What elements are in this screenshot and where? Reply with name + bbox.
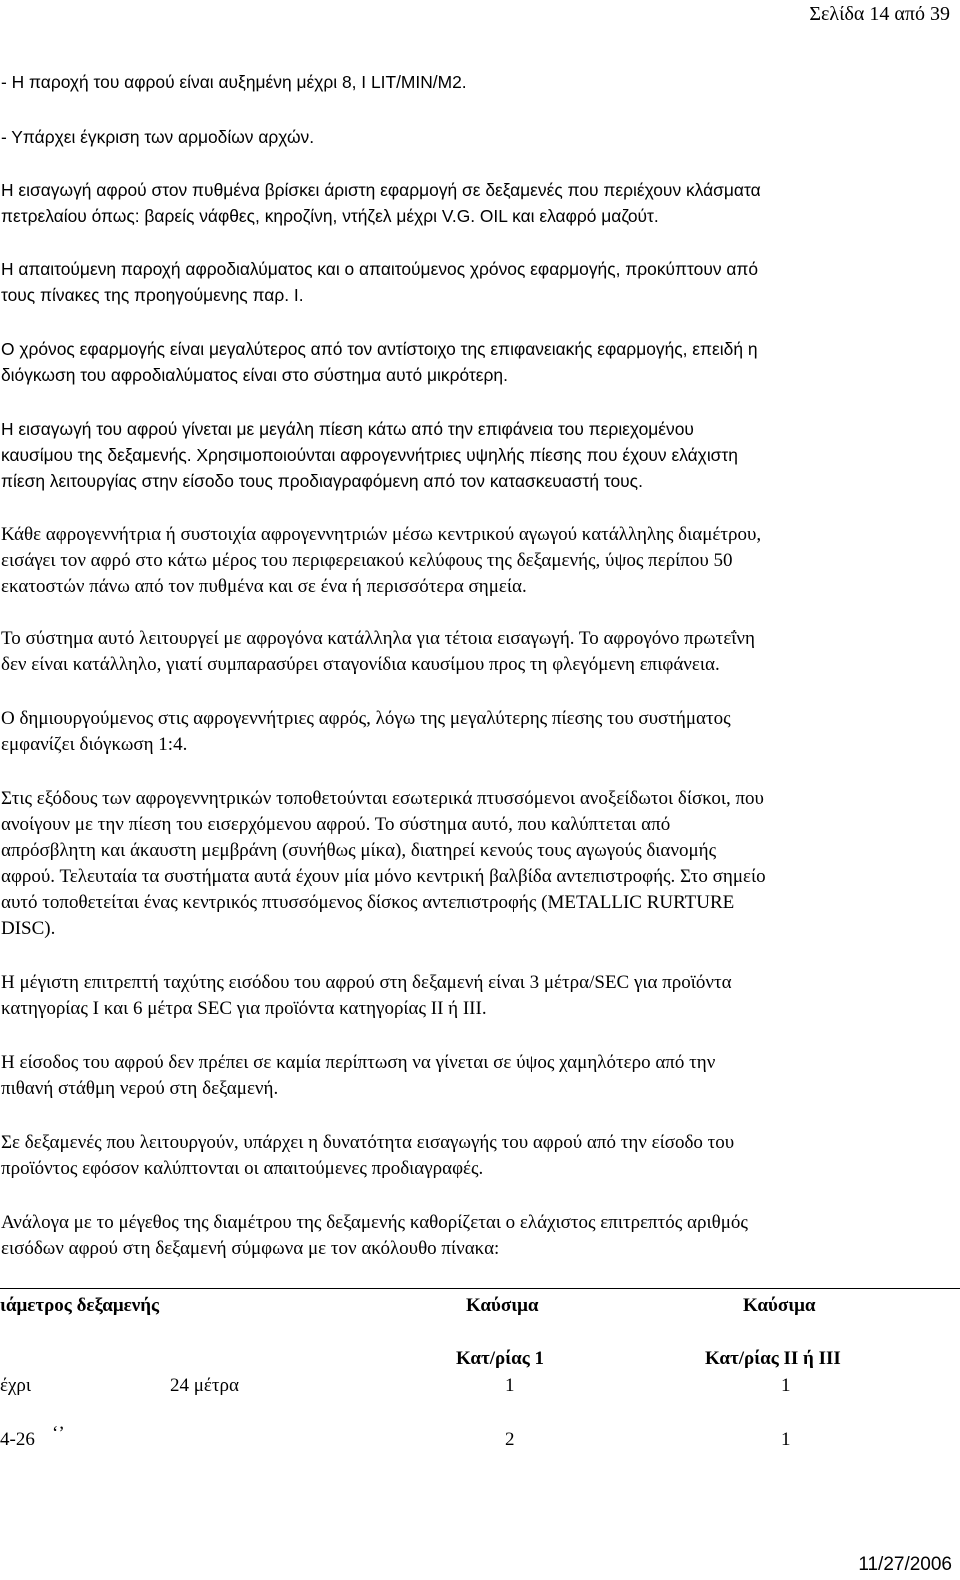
paragraph xyxy=(1,1050,956,1102)
paragraph xyxy=(1,256,956,308)
row-2-cat23: 1 xyxy=(781,1429,791,1450)
paragraph-line: - Η παροχή του αφρού είναι αυξημένη μέχρι 8, I LIT/MIN/M2. xyxy=(1,72,467,92)
paragraph-line: Στις εξόδους των αφρογεννητρικών τοποθετούνται εσωτερικά πτυσσόμενοι ανοξείδωτοι δίσκοι, που xyxy=(1,788,764,809)
row-1-size: 24 μέτρα xyxy=(170,1375,239,1396)
paragraph-line: τους πίνακες της προηγούμενης παρ. I. xyxy=(1,285,304,305)
header-fuel1-line1: Καύσιμα xyxy=(466,1295,539,1316)
paragraph-line: αφρού. Τελευταία τα συστήματα αυτά έχουν μία μόνο κεντρική βαλβίδα αντεπιστροφής. Στο σημείο xyxy=(1,866,766,887)
paragraph-line: πετρελαίου όπως: βαρείς νάφθες, κηροζίνη, ντήζελ μέχρι V.G. OIL και ελαφρό μαζούτ. xyxy=(1,206,659,226)
paragraph xyxy=(1,522,956,600)
paragraph xyxy=(1,1130,956,1182)
paragraph xyxy=(1,786,956,942)
paragraph xyxy=(1,124,956,150)
paragraph-line: αυτό τοποθετείται ένας κεντρικός πτυσσόμενος δίσκος αντεπιστροφής (METALLIC RURTURE xyxy=(1,892,735,913)
paragraph xyxy=(1,69,956,95)
paragraph-line: Κάθε αφρογεννήτρια ή συστοιχία αφρογεννητριών μέσω κεντρικού αγωγού κατάλληλης διαμέτρου, xyxy=(1,524,762,545)
foam-inlets-table xyxy=(0,1288,960,1458)
paragraph xyxy=(1,416,956,494)
paragraph-line: ανοίγουν με την πίεση του εισερχόμενου αφρού. Το σύστημα αυτό, που καλύπτεται από xyxy=(1,814,671,835)
paragraph-line: κατηγορίας Ι και 6 μέτρα SEC για προϊόντα κατηγορίας ΙΙ ή ΙΙΙ. xyxy=(1,998,487,1019)
paragraph-line: Ο δημιουργούμενος στις αφρογεννήτριες αφρός, λόγω της μεγαλύτερης πίεσης του συστήματος xyxy=(1,708,731,729)
paragraph-line: Η είσοδος του αφρού δεν πρέπει σε καμία περίπτωση να γίνεται σε ύψος χαμηλότερο από την xyxy=(1,1052,716,1073)
paragraph-line: Η εισαγωγή αφρού στον πυθμένα βρίσκει άριστη εφαρμογή σε δεξαμενές που περιέχουν κλάσματα xyxy=(1,180,761,200)
paragraph-line: εισόδων αφρού στη δεξαμενή σύμφωνα με τον ακόλουθο πίνακα: xyxy=(1,1238,500,1259)
paragraph-line: προϊόντος εφόσον καλύπτονται οι απαιτούμενες προδιαγραφές. xyxy=(1,1158,484,1179)
header-diameter: ιάμετρος δεξαμενής xyxy=(0,1295,159,1316)
footer-date: 11/27/2006 xyxy=(858,1554,952,1575)
paragraph-line: Ανάλογα με το μέγεθος της διαμέτρου της δεξαμενής καθορίζεται ο ελάχιστος επιτρεπτός αριθμός xyxy=(1,1212,748,1233)
paragraph-line: Η εισαγωγή του αφρού γίνεται με μεγάλη πίεση κάτω από την επιφάνεια του περιεχομένου xyxy=(1,419,694,439)
paragraph xyxy=(1,626,956,678)
header-fuel2-line1: Καύσιμα xyxy=(743,1295,816,1316)
row-2-cat1: 2 xyxy=(505,1429,515,1450)
paragraph-line: διόγκωση του αφροδιαλύματος είναι στο σύστημα αυτό μικρότερη. xyxy=(1,365,508,385)
paragraph xyxy=(1,177,956,229)
paragraph-line: DISC). xyxy=(1,918,56,939)
paragraph-line: απρόσβλητη και άκαυστη μεμβράνη (συνήθως μίκα), διατηρεί κενούς τους αγωγούς διανομής xyxy=(1,840,717,861)
paragraph xyxy=(1,706,956,758)
page-number: Σελίδα 14 από 39 xyxy=(809,3,950,25)
row-1-cat23: 1 xyxy=(781,1375,791,1396)
paragraph-line: εμφανίζει διόγκωση 1:4. xyxy=(1,734,188,755)
paragraph xyxy=(1,970,956,1022)
paragraph-line: πίεση λειτουργίας στην είσοδο τους προδιαγραφόμενη από τον κατασκευαστή τους. xyxy=(1,471,643,491)
header-fuel2-line2: Κατ/ρίας ΙΙ ή ΙΙΙ xyxy=(705,1348,841,1369)
row-2-size: ‘’ xyxy=(52,1423,65,1444)
paragraph-line: Σε δεξαμενές που λειτουργούν, υπάρχει η δυνατότητα εισαγωγής του αφρού από την είσοδο του xyxy=(1,1132,735,1153)
paragraph-line: καυσίμου της δεξαμενής. Χρησιμοποιούνται αφρογεννήτριες υψηλής πίεσης που έχουν ελάχιστη xyxy=(1,445,738,465)
paragraph-line: Ο χρόνος εφαρμογής είναι μεγαλύτερος από τον αντίστοιχο της επιφανειακής εφαρμογής, επειδή η xyxy=(1,339,758,359)
paragraph-line: - Υπάρχει έγκριση των αρμοδίων αρχών. xyxy=(1,127,315,147)
paragraph-line: πιθανή στάθμη νερού στη δεξαμενή. xyxy=(1,1078,279,1099)
row-1-range: έχρι xyxy=(0,1375,32,1396)
paragraph-line: Η απαιτούμενη παροχή αφροδιαλύματος και ο απαιτούμενος χρόνος εφαρμογής, προκύπτουν από xyxy=(1,259,759,279)
row-1-cat1: 1 xyxy=(505,1375,515,1396)
paragraph xyxy=(1,1210,956,1262)
table-top-rule xyxy=(0,1288,960,1289)
paragraph-line: Η μέγιστη επιτρεπτή ταχύτης εισόδου του αφρού στη δεξαμενή είναι 3 μέτρα/SEC για προϊόντα xyxy=(1,972,732,993)
paragraph-line: εκατοστών πάνω από τον πυθμένα και σε ένα ή περισσότερα σημεία. xyxy=(1,576,527,597)
header-fuel1-line2: Κατ/ρίας 1 xyxy=(456,1348,544,1369)
paragraph xyxy=(1,336,956,388)
paragraph-line: εισάγει τον αφρό στο κάτω μέρος του περιφερειακού κελύφους της δεξαμενής, ύψος περίπου 50 xyxy=(1,550,733,571)
paragraph-line: Το σύστημα αυτό λειτουργεί με αφρογόνα κατάλληλα για τέτοια εισαγωγή. Το αφρογόνο πρωτεΐνη xyxy=(1,628,755,649)
row-2-range: 4-26 xyxy=(0,1429,35,1450)
paragraph-line: δεν είναι κατάλληλο, γιατί συμπαρασύρει σταγονίδια καυσίμου προς τη φλεγόμενη επιφάνεια. xyxy=(1,654,720,675)
